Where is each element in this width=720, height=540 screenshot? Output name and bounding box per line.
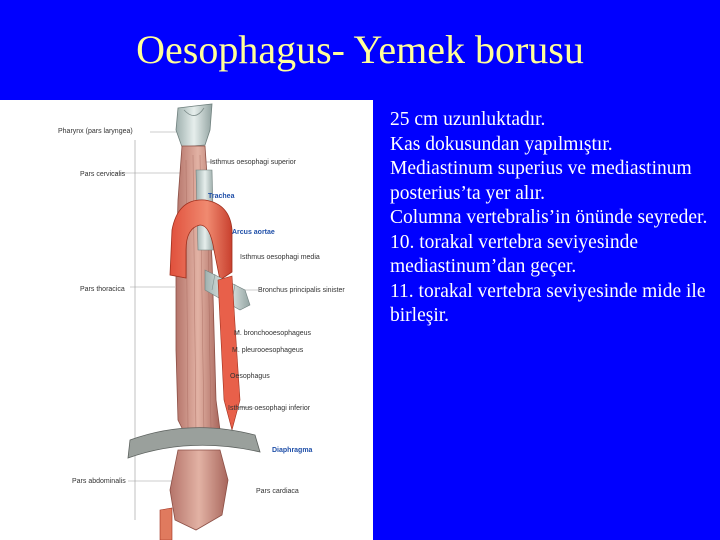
- bullet-tissue: Kas dokusundan yapılmıştır.: [390, 133, 613, 155]
- label-trachea: Trachea: [208, 193, 235, 200]
- bullet-t10: 10. torakal vertebra seviyesinde mediastinum’dan geçer.: [390, 231, 638, 277]
- anatomy-illustration: [0, 100, 373, 540]
- label-isthmus-superior: Isthmus oesophagi superior: [210, 159, 296, 166]
- label-isthmus-inferior: Isthmus oesophagi inferior: [228, 405, 311, 412]
- label-m-pleuro: M. pleurooesophageus: [232, 347, 304, 354]
- label-pars-cardiaca: Pars cardiaca: [256, 488, 299, 495]
- label-bronchus: Bronchus principalis sinister: [258, 287, 345, 294]
- label-oesophagus: Oesophagus: [230, 373, 270, 380]
- label-isthmus-media: Isthmus oesophagi media: [240, 254, 320, 261]
- label-m-broncho: M. bronchooesophageus: [234, 330, 312, 337]
- bullet-length: 25 cm uzunluktadır.: [390, 109, 546, 130]
- label-pars-thoracica: Pars thoracica: [80, 286, 125, 293]
- bullet-list: [390, 108, 715, 329]
- label-pars-abdominalis: Pars abdominalis: [72, 478, 126, 485]
- oesophagus-anatomy-figure: [0, 100, 373, 540]
- label-pars-cervicalis: Pars cervicalis: [80, 171, 126, 178]
- slide-title: Oesophagus- Yemek borusu: [136, 27, 584, 72]
- label-pharynx: Pharynx (pars laryngea): [58, 128, 133, 135]
- bullet-t11: 11. torakal vertebra seviyesinde mide ile birleşir.: [390, 280, 706, 326]
- label-arcus-aortae: Arcus aortae: [232, 229, 275, 236]
- bullet-course: Columna vertebralis’in önünde seyreder.: [390, 207, 708, 228]
- bullet-location: Mediastinum superius ve mediastinum posterius’ta yer alır.: [390, 158, 692, 204]
- label-diaphragma: Diaphragma: [272, 447, 313, 454]
